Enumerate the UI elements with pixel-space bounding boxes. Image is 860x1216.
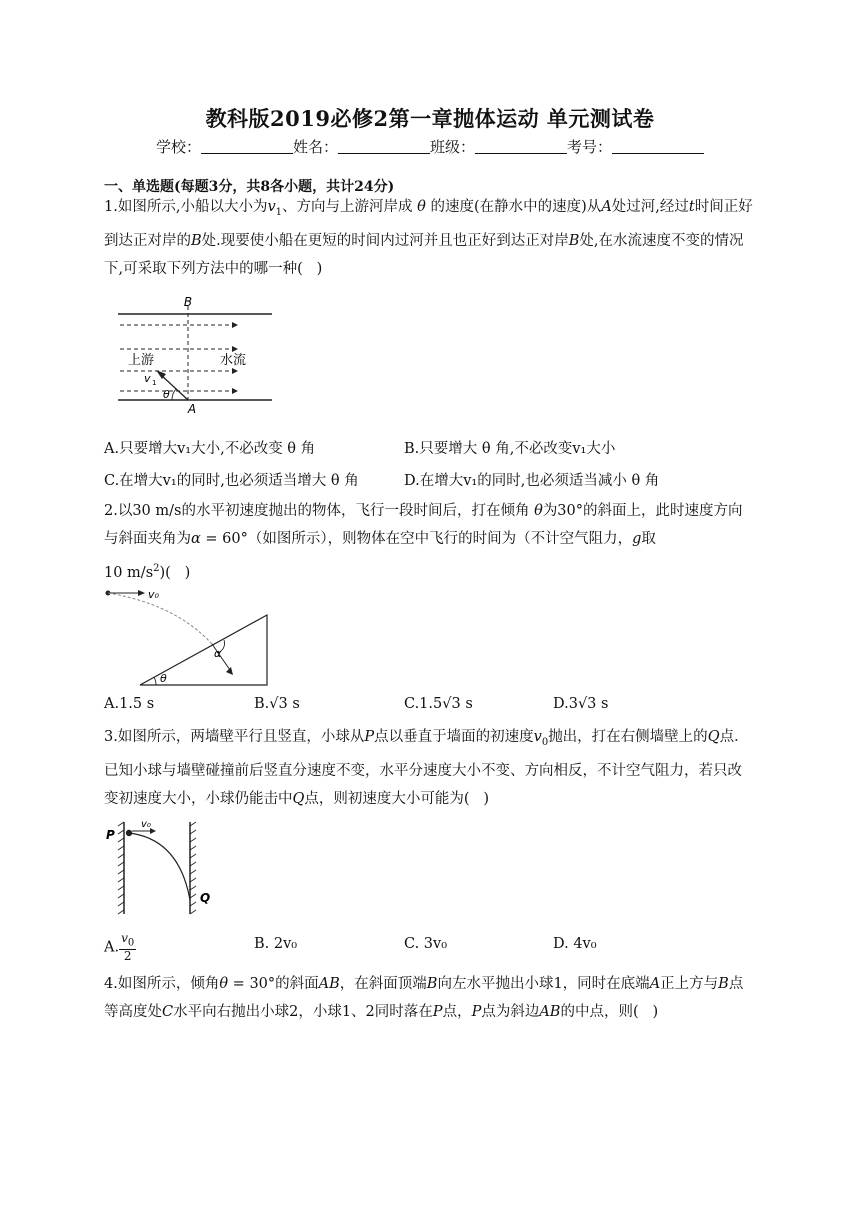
- label-v0: v₀: [148, 588, 159, 601]
- name-label: 姓名：: [292, 138, 338, 156]
- q3-option-c[interactable]: C. 3v₀: [404, 936, 448, 952]
- label-v0: v₀: [141, 819, 151, 830]
- question-1-text: 1.如图所示,小船以大小为$v_1$、方向与上游河岸成 θ 的速度(在静水中的速度)从A处过河,经过t时间正好到达正对岸的B处.现要使小船在更短的时间内过河并且也正好到达正对岸B处,在水流速度不变的情况下,可采取下列方法中的哪一种( ): [104, 199, 753, 277]
- class-label: 班级：: [430, 138, 476, 156]
- question-3-figure: [104, 814, 216, 916]
- question-1-figure: [112, 294, 280, 416]
- q3-option-a[interactable]: A. $\frac{v_0}{2}$: [104, 931, 135, 964]
- question-2-figure: [100, 584, 280, 690]
- question-4-text: 4.如图所示，倾角θ = 30°的斜面AB，在斜面顶端B向左水平抛出小球1，同时在底端A正上方与B点等高度处C水平向右抛出小球2，小球1、2同时落在P点，P点为斜边AB的中点，则( ): [104, 976, 744, 1020]
- q2-option-a[interactable]: A.1.5 s: [104, 696, 155, 712]
- svg-text:1: 1: [152, 379, 157, 387]
- q2-option-c[interactable]: C.1.5√3 s: [404, 696, 473, 712]
- label-alpha: α: [214, 647, 222, 660]
- section-heading: 一、单选题(每题3分，共8各小题，共计24分): [104, 179, 395, 195]
- q2-option-d[interactable]: D.3√3 s: [553, 696, 609, 712]
- class-blank: [475, 139, 567, 154]
- q3-option-b[interactable]: B. 2v₀: [254, 936, 298, 952]
- q1-option-a[interactable]: A.只要增大v₁大小,不必改变 θ 角: [104, 441, 316, 457]
- exam-no-label: 考号：: [567, 138, 613, 156]
- label-p: P: [106, 828, 115, 842]
- q1-option-b[interactable]: B.只要增大 θ 角,不必改变v₁大小: [404, 441, 616, 457]
- label-b: B: [183, 295, 193, 309]
- label-q: Q: [200, 891, 211, 905]
- school-label: 学校：: [155, 138, 201, 156]
- label-v1: v: [144, 372, 151, 385]
- label-theta: θ: [163, 388, 170, 401]
- name-blank: [338, 139, 430, 154]
- label-theta: θ: [160, 672, 167, 685]
- student-info-line: [0, 136, 860, 157]
- q1-option-d[interactable]: D.在增大v₁的同时,也必须适当减小 θ 角: [404, 473, 660, 489]
- label-upstream: 上游: [128, 353, 155, 368]
- q3-option-d[interactable]: D. 4v₀: [553, 936, 597, 952]
- label-a: A: [187, 402, 197, 416]
- school-blank: [201, 139, 293, 154]
- question-2-text: 2.以30 m/s的水平初速度抛出的物体，飞行一段时间后，打在倾角 θ为30°的斜面上，此时速度方向与斜面夹角为α = 60°（如图所示），则物体在空中飞行的时间为（不计空气阻力，g取: [104, 503, 743, 547]
- page-title: 教科版2019必修2第一章抛体运动 单元测试卷: [205, 106, 655, 131]
- question-3-text: 3.如图所示，两墙壁平行且竖直，小球从P点以垂直于墙面的初速度$v_0$抛出，打在右侧墙壁上的Q点．已知小球与墙壁碰撞前后竖直分速度不变，水平分速度大小不变、方向相反，不计空气阻力，若只改变初速度大小，小球仍能击中Q点，则初速度大小可能为( ): [104, 729, 749, 807]
- fraction-v0-over-2: $\frac{v_0}{2}$: [121, 931, 135, 964]
- q1-option-c[interactable]: C.在增大v₁的同时,也必须适当增大 θ 角: [104, 473, 359, 489]
- label-water-flow: 水流: [220, 353, 247, 368]
- exam-no-blank: [612, 139, 704, 154]
- question-2-text-cont: 10 $m/s^2$)( ): [104, 563, 191, 581]
- q2-option-b[interactable]: B.√3 s: [254, 696, 300, 712]
